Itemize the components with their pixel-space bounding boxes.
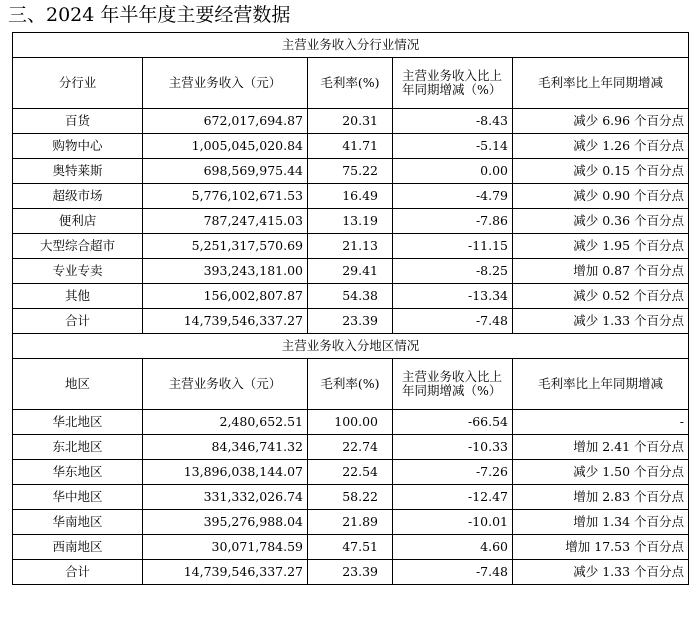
table-cell: 21.13 — [308, 234, 393, 259]
table-row — [13, 460, 689, 485]
table-cell: 672,017,694.87 — [143, 109, 308, 134]
industry-header-cell: 分行业 — [13, 58, 143, 109]
industry-section-title: 主营业务收入分行业情况 — [13, 33, 689, 58]
table-cell: 30,071,784.59 — [143, 535, 308, 560]
table-cell: 787,247,415.03 — [143, 209, 308, 234]
table-row — [13, 510, 689, 535]
table-cell: 0.00 — [393, 159, 513, 184]
table-cell: 4.60 — [393, 535, 513, 560]
table-cell: 14,739,546,337.27 — [143, 309, 308, 334]
industry-header-cell: 主营业务收入（元） — [143, 58, 308, 109]
table-cell: 减少 0.90 个百分点 — [513, 184, 689, 209]
table-cell: 东北地区 — [13, 435, 143, 460]
region-header-cell: 毛利率比上年同期增减 — [513, 359, 689, 410]
table-cell: 合计 — [13, 309, 143, 334]
table-cell: 增加 17.53 个百分点 — [513, 535, 689, 560]
table-cell: 84,346,741.32 — [143, 435, 308, 460]
table-cell: 1,005,045,020.84 — [143, 134, 308, 159]
industry-section-title-row — [13, 33, 689, 58]
table-cell: 减少 1.50 个百分点 — [513, 460, 689, 485]
table-cell: -10.01 — [393, 510, 513, 535]
table-cell: 22.54 — [308, 460, 393, 485]
table-cell: 5,251,317,570.69 — [143, 234, 308, 259]
table-cell: -10.33 — [393, 435, 513, 460]
table-cell: 大型综合超市 — [13, 234, 143, 259]
table-cell: 331,332,026.74 — [143, 485, 308, 510]
table-row — [13, 485, 689, 510]
table-cell: 393,243,181.00 — [143, 259, 308, 284]
table-cell: 超级市场 — [13, 184, 143, 209]
table-cell: -8.43 — [393, 109, 513, 134]
table-cell: 2,480,652.51 — [143, 410, 308, 435]
region-header-row — [13, 359, 689, 410]
table-cell: 华东地区 — [13, 460, 143, 485]
table-cell: 13,896,038,144.07 — [143, 460, 308, 485]
table-cell: 华北地区 — [13, 410, 143, 435]
table-row — [13, 234, 689, 259]
table-cell: 奥特莱斯 — [13, 159, 143, 184]
table-row — [13, 209, 689, 234]
region-section-title-row — [13, 334, 689, 359]
table-cell: 购物中心 — [13, 134, 143, 159]
region-header-cell: 毛利率(%) — [308, 359, 393, 410]
table-cell: 减少 1.33 个百分点 — [513, 309, 689, 334]
industry-header-cell: 毛利率(%) — [308, 58, 393, 109]
table-cell: 便利店 — [13, 209, 143, 234]
table-cell: 23.39 — [308, 309, 393, 334]
table-cell: -4.79 — [393, 184, 513, 209]
table-cell: 减少 1.26 个百分点 — [513, 134, 689, 159]
table-cell: 20.31 — [308, 109, 393, 134]
table-cell: 百货 — [13, 109, 143, 134]
table-cell: 54.38 — [308, 284, 393, 309]
table-row — [13, 134, 689, 159]
table-cell: 增加 1.34 个百分点 — [513, 510, 689, 535]
table-cell: 增加 0.87 个百分点 — [513, 259, 689, 284]
table-cell: 合计 — [13, 560, 143, 585]
industry-header-cell: 主营业务收入比上年同期增减（%） — [393, 58, 513, 109]
table-cell: -7.86 — [393, 209, 513, 234]
section-heading: 三、2024 年半年度主要经营数据 — [8, 4, 291, 26]
region-section-title: 主营业务收入分地区情况 — [13, 334, 689, 359]
table-row — [13, 309, 689, 334]
table-cell: 156,002,807.87 — [143, 284, 308, 309]
table-row — [13, 109, 689, 134]
table-cell: 23.39 — [308, 560, 393, 585]
region-header-cell: 主营业务收入（元） — [143, 359, 308, 410]
table-cell: -7.48 — [393, 309, 513, 334]
table-cell: 减少 0.15 个百分点 — [513, 159, 689, 184]
table-cell: -13.34 — [393, 284, 513, 309]
table-cell: 减少 1.33 个百分点 — [513, 560, 689, 585]
table-cell: 16.49 — [308, 184, 393, 209]
table-cell: -66.54 — [393, 410, 513, 435]
table-cell: 其他 — [13, 284, 143, 309]
table-cell: -7.48 — [393, 560, 513, 585]
table-row — [13, 435, 689, 460]
industry-header-row — [13, 58, 689, 109]
table-cell: 13.19 — [308, 209, 393, 234]
table-cell: 西南地区 — [13, 535, 143, 560]
table-row — [13, 159, 689, 184]
table-cell: 21.89 — [308, 510, 393, 535]
table-cell: 减少 1.95 个百分点 — [513, 234, 689, 259]
table-cell: -12.47 — [393, 485, 513, 510]
table-cell: 395,276,988.04 — [143, 510, 308, 535]
table-cell: -7.26 — [393, 460, 513, 485]
table-cell: 29.41 — [308, 259, 393, 284]
table-cell: 75.22 — [308, 159, 393, 184]
table-row — [13, 410, 689, 435]
table-cell: 增加 2.83 个百分点 — [513, 485, 689, 510]
table-cell: 5,776,102,671.53 — [143, 184, 308, 209]
table-cell: 增加 2.41 个百分点 — [513, 435, 689, 460]
table-row — [13, 560, 689, 585]
table-row — [13, 259, 689, 284]
industry-header-cell: 毛利率比上年同期增减 — [513, 58, 689, 109]
table-cell: -11.15 — [393, 234, 513, 259]
table-row — [13, 284, 689, 309]
table-cell: 22.74 — [308, 435, 393, 460]
region-header-cell: 地区 — [13, 359, 143, 410]
table-cell: 减少 6.96 个百分点 — [513, 109, 689, 134]
table-cell: 华南地区 — [13, 510, 143, 535]
operating-data-table — [12, 32, 689, 585]
table-cell: - — [513, 410, 689, 435]
table-cell: 14,739,546,337.27 — [143, 560, 308, 585]
table-cell: -5.14 — [393, 134, 513, 159]
table-cell: 专业专卖 — [13, 259, 143, 284]
table-cell: 47.51 — [308, 535, 393, 560]
region-header-cell: 主营业务收入比上年同期增减（%） — [393, 359, 513, 410]
table-cell: 减少 0.52 个百分点 — [513, 284, 689, 309]
table-cell: 减少 0.36 个百分点 — [513, 209, 689, 234]
table-cell: -8.25 — [393, 259, 513, 284]
table-cell: 698,569,975.44 — [143, 159, 308, 184]
table-row — [13, 535, 689, 560]
table-cell: 58.22 — [308, 485, 393, 510]
table-cell: 100.00 — [308, 410, 393, 435]
table-cell: 41.71 — [308, 134, 393, 159]
table-row — [13, 184, 689, 209]
table-cell: 华中地区 — [13, 485, 143, 510]
